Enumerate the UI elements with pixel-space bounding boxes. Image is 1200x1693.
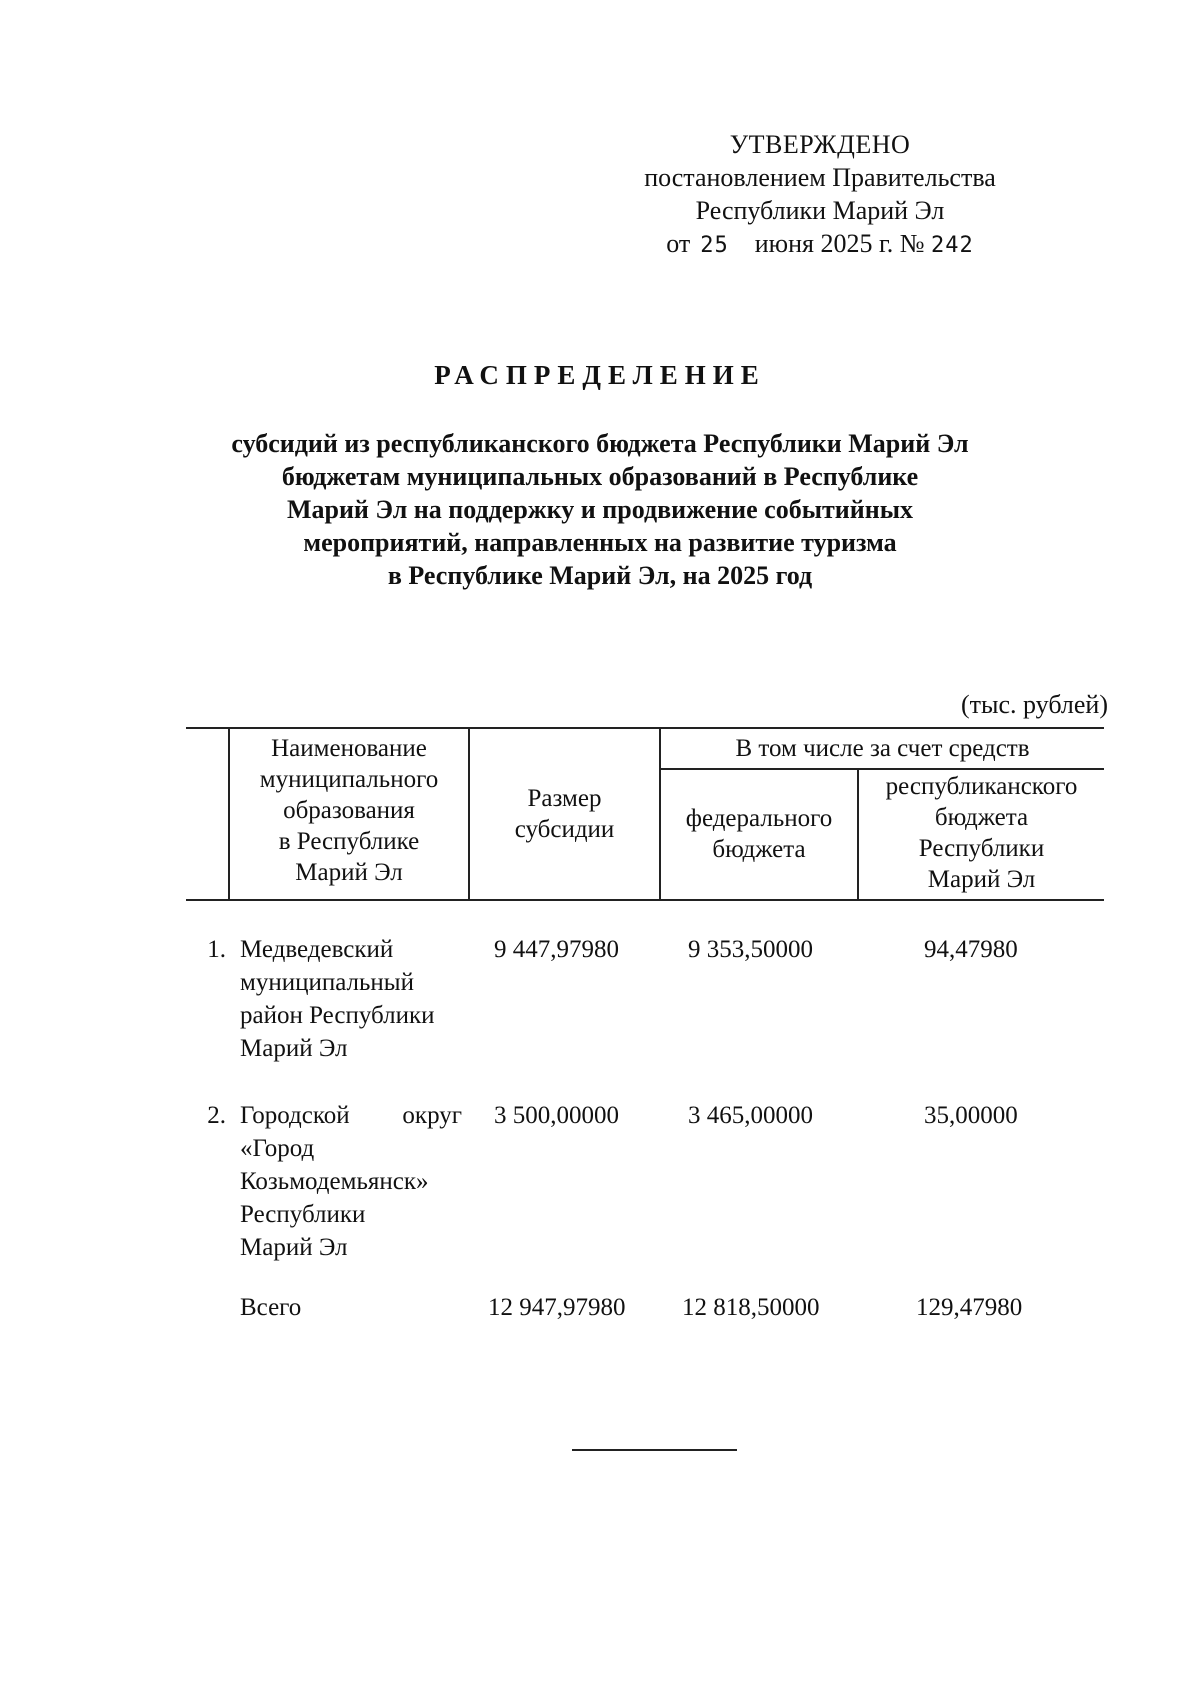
row-number: 2.: [207, 1102, 226, 1129]
total-label: Всего: [240, 1294, 302, 1321]
subtitle-line: бюджетам муниципальных образований в Республике: [281, 462, 919, 491]
subtitle-line: Марий Эл на поддержку и продвижение событийных: [286, 495, 914, 524]
units-note: (тыс. рублей): [960, 690, 1108, 719]
row-republic-value: 94,47980: [924, 936, 1018, 963]
approval-date-day: 25: [700, 233, 729, 258]
total-federal-value: 12 818,50000: [682, 1294, 820, 1321]
header-size-column: Размер субсидии: [514, 785, 615, 843]
approval-heading: УТВЕРЖДЕНО: [729, 130, 911, 159]
row-name: Городской округ «Город Козьмодемьянск» Республики Марий Эл: [240, 1102, 462, 1261]
header-name-column: Наименование муниципального образования в Республике Марий Эл: [259, 735, 439, 886]
subtitle-line: в Республике Марий Эл, на 2025 год: [387, 561, 813, 590]
document-subtitle: [200, 427, 1000, 592]
document-title: РАСПРЕДЕЛЕНИЕ: [434, 360, 766, 390]
subtitle-line: мероприятий, направленных на развитие туризма: [303, 528, 897, 557]
row-federal-value: 9 353,50000: [688, 936, 813, 963]
table-top-rule: [186, 727, 1104, 729]
row-number: 1.: [207, 936, 226, 963]
approval-line-2: постановлением Правительства: [644, 163, 996, 192]
approval-block: [600, 128, 1040, 262]
approval-line-3: Республики Марий Эл: [695, 196, 945, 225]
total-republic-value: 129,47980: [916, 1294, 1023, 1321]
row-name: Медведевский муниципальный район Республики Марий Эл: [240, 936, 435, 1062]
subtitle-line: субсидий из республиканского бюджета Республики Марий Эл: [231, 429, 969, 458]
row-size-value: 9 447,97980: [494, 936, 619, 963]
approval-doc-number: 242: [931, 233, 974, 258]
approval-date-line: [600, 227, 1040, 262]
table-header-bottom-rule: [186, 899, 1104, 901]
row-size-value: 3 500,00000: [494, 1102, 619, 1129]
header-group: В том числе за счет средств: [735, 735, 1030, 762]
row-federal-value: 3 465,00000: [688, 1102, 813, 1129]
header-republic-column: республиканского бюджета Республики Марий Эл: [885, 773, 1078, 893]
approval-date-prefix: от: [666, 229, 691, 258]
approval-date-month-year: июня 2025 г. №: [754, 229, 925, 258]
row-republic-value: 35,00000: [924, 1102, 1018, 1129]
total-size-value: 12 947,97980: [488, 1294, 626, 1321]
header-federal-column: федерального бюджета: [685, 805, 833, 863]
closing-rule: [572, 1449, 737, 1451]
table-group-rule: [660, 768, 1104, 770]
